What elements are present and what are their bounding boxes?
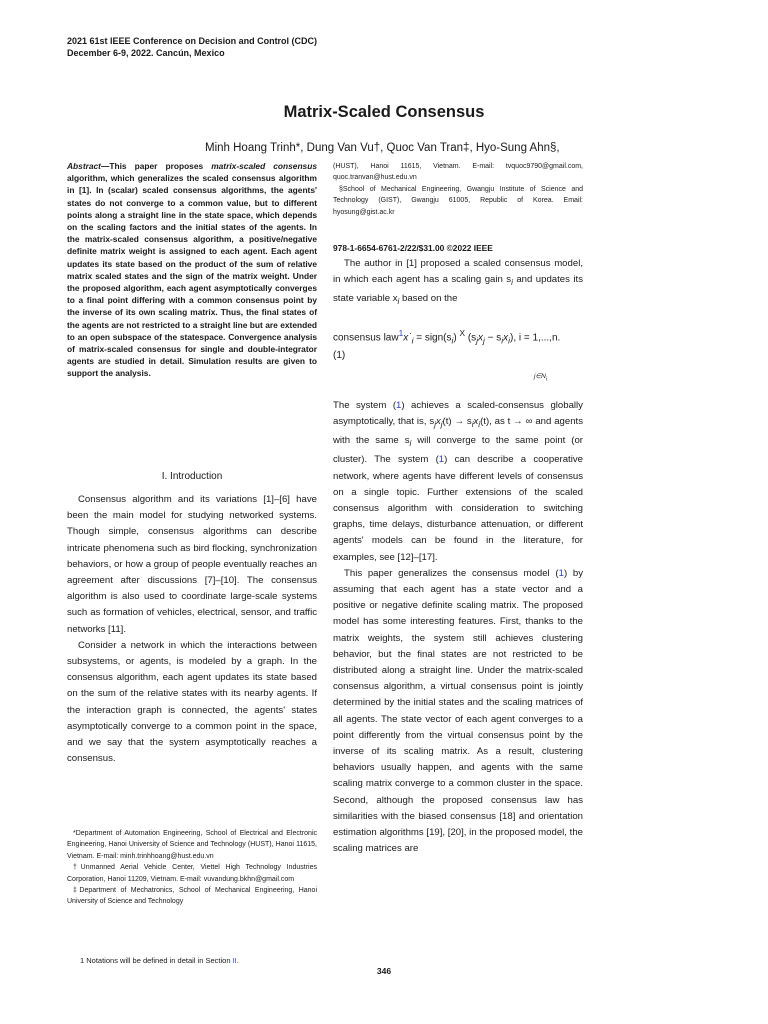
affiliation: †Unmanned Aerial Vehicle Center, Viettel High Technology Industries Corporation, Hanoi 11209, Vietnam. E-mail: vuvandung.bkhn@gmail.com — [67, 864, 317, 883]
text: (t), as t → ∞ and agents with the same s — [333, 416, 584, 447]
equation-link[interactable]: 1 — [558, 567, 564, 579]
text: The author in [1] proposed a scaled consensus model, in which each agent has a scaling gain s — [333, 258, 583, 286]
eq-var: x — [478, 332, 484, 344]
equation-link[interactable]: 1 — [438, 454, 445, 466]
var: x — [473, 416, 479, 428]
text: This paper generalizes the consensus model ( — [344, 567, 559, 579]
equation-number: (1) — [333, 350, 346, 361]
subscript: i — [471, 420, 474, 430]
affiliation: §School of Mechanical Engineering, Gwangju Institute of Science and Technology (GIST), Gwangju 61005, Republic of Korea. Email: hyosung@gist.ac.kr — [333, 185, 583, 216]
affiliation: *Department of Automation Engineering, School of Electrical and Electronic Engineering, Hanoi University of Science and Technology (HUST), Hanoi 11615, Vietnam. E-mail: minh.trinhhoang@hust.edu.vn — [67, 830, 317, 860]
introduction-body — [67, 492, 317, 767]
footnote-link[interactable]: 1 — [398, 328, 404, 338]
text: ) achieves a scaled-consensus globally asymptotically, that is, s — [333, 400, 583, 428]
subscript: j — [434, 420, 436, 430]
subscript: i — [478, 420, 481, 430]
footnote-text: 1 Notations will be defined in detail in Section — [80, 956, 233, 965]
abstract-emphasis: matrix-scaled consensus — [211, 161, 317, 171]
abstract-lead: Abstract— — [67, 161, 110, 171]
subscript: i — [511, 278, 513, 288]
conference-date: December 6-9, 2022. Cancún, Mexico — [67, 48, 225, 58]
affiliation: (HUST), Hanoi 11615, Vietnam. E-mail: tvquoc9790@gmail.com, quoc.tranvan@hust.edu.vn — [333, 163, 583, 182]
paragraph — [333, 256, 583, 310]
author-list: Minh Hoang Trinh*, Dung Van Vu†, Quoc Van Tran‡, Hyo-Sung Ahn§, — [205, 142, 560, 154]
sum-index — [534, 372, 547, 382]
equation-1 — [333, 328, 583, 345]
page-footnote — [80, 956, 239, 965]
subscript: j — [483, 335, 485, 346]
intro-paragraph: Consider a network in which the interactions between subsystems, or agents, is modeled by a graph. In the consensus algorithm, each agent updates its state based on the sum of the relative states with its nearby agents. If the interaction graph is connected, the agents' states asymptotically converge to a common point in the space, and we say that the system asymptotically reaches a consensus. — [67, 639, 317, 765]
sum-index-text: j∈N — [534, 373, 546, 380]
text: The system ( — [333, 400, 397, 411]
conference-name: 2021 61st IEEE Conference on Decision and Control (CDC) — [67, 36, 318, 46]
eq-text: = sign(s — [413, 332, 452, 344]
text: ) by assuming that each agent has a state vector and a positive or negative definite scaling matrix. The proposed model has some interesting features. First, thanks to the matrix weights, the system still achieves clustering behavior, but the final states are not restricted to be distributed along a straight line. Under the matrix-scaled consensus algorithm, a virtual consensus point is jointly determined by the initial states and the scaling matrices of all agents. The state vector of each agent converges to a point differently from the virtual consensus point by the inverse of its scaling matrix. As a result, clustering behaviors usually happen, and agents with the same scaling matrix converge to a common cluster in the space. Second, although the proposed consensus law has similarities with the biased consensus [18] and orientation estimation algorithms [19], [20], in the proposed model, the scaling matrices are — [333, 567, 584, 855]
paragraph — [333, 566, 583, 858]
text: based on the — [399, 293, 458, 305]
affiliation: ‡Department of Mechatronics, School of Mechanical Engineering, Hanoi University of Science and Technology — [67, 887, 317, 906]
intro-paragraph: Consensus algorithm and its variations [1]–[6] have been the main model for studying networked systems. Though simple, consensus algorithms can describe intricate phenomena such as bird flocking, synchronization behaviors, or how a group of people eventually reaches an agreement after discussions [7]–[10]. The consensus algorithm is also used to coordinate large-scale systems such as formation of vehicles, electrical, sensor, and traffic networks [11]. — [67, 494, 317, 635]
paper-title: Matrix-Scaled Consensus — [283, 103, 485, 121]
section-link[interactable]: II — [232, 956, 237, 965]
subscript: j — [476, 335, 479, 346]
right-body — [333, 398, 583, 858]
text: will converge to the same point (or cluster). The system ( — [333, 435, 584, 466]
equation-link[interactable]: 1 — [396, 400, 402, 411]
subscript: i — [545, 376, 548, 383]
abstract-text-a: This paper proposes — [109, 161, 212, 171]
eq-text: (s — [465, 332, 477, 344]
subscript: i — [501, 335, 504, 346]
subscript: i — [409, 439, 412, 449]
page-number: 346 — [376, 966, 392, 976]
eq-var: x — [503, 332, 509, 344]
eq-text: ), i = 1,...,n. — [510, 332, 561, 344]
eq-text: consensus law — [333, 332, 399, 344]
footnote-text: . — [236, 956, 239, 965]
eq-text: ) — [453, 332, 460, 344]
subscript: i — [397, 297, 400, 307]
abstract — [67, 160, 317, 380]
subscript: j — [440, 420, 443, 430]
eq-text: − s — [484, 332, 502, 344]
abstract-text-b: algorithm, which generalizes the scaled consensus algorithm in [1]. In (scalar) scaled consensus algorithms, the agents' states do not converge to a common value, but to different points along a straight line in the state space, which depends on the scaling factors and the initial states of the agents. In the matrix-scaled consensus algorithm, a positive/negative definite matrix weight is assigned to each agent. Each agent updates its state based on the product of the sum of relative matrix scaled states and the sign of the matrix weight. Under the proposed algorithm, each agent asymptotically converges to a final point differing with a common consensus point by the inverse of its own scaling matrix. Thus, the final states of the agents are not restricted to a straight line but are extended to an open subspace of the statespace. Convergence analysis of matrix-scaled consensus for single and double-integrator agents are studied in detail. Simulation results are given to support the analysis. — [67, 173, 317, 379]
text: and updates its state variable x — [333, 274, 583, 305]
subscript: i — [451, 335, 454, 346]
subscript: i — [411, 335, 414, 346]
subscript: i — [508, 335, 510, 346]
isbn-line: 978-1-6654-6761-2/22/$31.00 ©2022 IEEE — [333, 243, 493, 253]
text: ) can describe a cooperative network, where agents have different levels of consensus on a single topic. Further extensions of the scaled consensus algorithm with consideration to switching graphs, time delays, disturbance attenuation, or different agents' models can be found in the literature, for examples, see [12]–[17]. — [333, 454, 583, 563]
conference-header — [67, 35, 317, 59]
affiliations-right — [333, 161, 583, 218]
paragraph — [333, 398, 583, 566]
var: x — [435, 416, 441, 428]
eq-var: x˙ — [403, 332, 412, 344]
right-paragraph-1 — [333, 256, 583, 310]
text: (t) → s — [442, 416, 472, 428]
sum-symbol: X — [459, 328, 466, 338]
affiliations-left — [67, 828, 317, 908]
section-heading-introduction: I. Introduction — [161, 471, 223, 482]
